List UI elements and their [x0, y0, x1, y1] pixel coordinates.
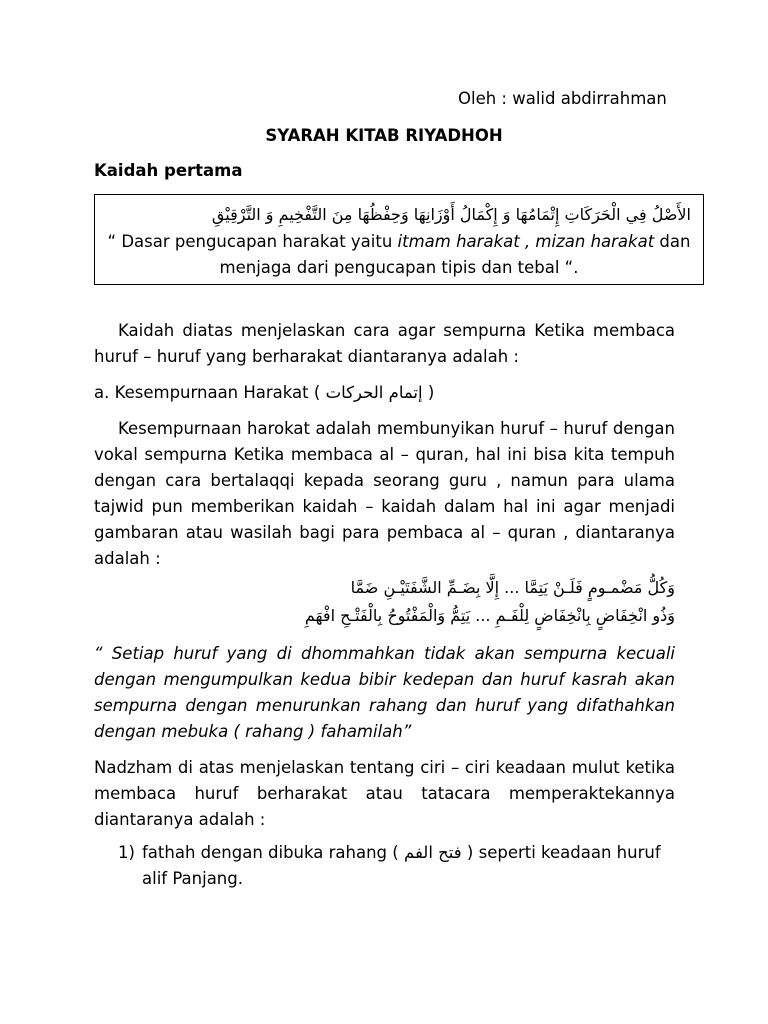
rule-translation-suffix: dan menjaga dari pengucapan tipis dan tebal “. — [219, 232, 691, 277]
list-item-number: 1) — [118, 843, 135, 862]
document-title: SYARAH KITAB RIYADHOH — [265, 126, 503, 145]
rule-box — [94, 194, 704, 285]
rule-translation-italic: itmam harakat , mizan harakat — [397, 232, 655, 251]
poem-line: وَذُو انْخِفَاضٍ بِانْخِفَاضٍ لِلْفَـمِ ... يَتِمُّ وَالْمَفْتُوحُ بِالْفَتْـحِ افْهَمِ — [304, 606, 675, 625]
paragraph-harakat: Kesempurnaan harokat adalah membunyikan huruf – huruf dengan vokal sempurna Ketika membaca al – quran, hal ini bisa kita tempuh dengan cara bertalaqqi kepada seorang guru , namun para ulama tajwid pun memberikan kaidah – kaidah dalam hal ini agar menjadi gambaran atau wasilah bagi para pembaca al – quran , diantaranya adalah : — [94, 419, 675, 568]
item-a-heading: a. Kesempurnaan Harakat ( إتمام الحركات ) — [94, 383, 435, 402]
rule-arabic-text: الأَصْلُ فِي الْحَرَكَاتِ إِتْمَامُهَا وَ إِكْمَالُ أَوْزَانِهَا وَحِفْظُهَا مِنَ التَّفْخِيمِ وَ التَّرْقِيْقِ — [211, 205, 691, 224]
rule-translation — [101, 229, 697, 281]
author-line: Oleh : walid abdirrahman — [458, 89, 667, 108]
paragraph-nadzham-explanation: Nadzham di atas menjelaskan tentang ciri – ciri keadaan mulut ketika membaca huruf berharakat atau tatacara memperaktekannya diantaranya adalah : — [94, 758, 675, 829]
paragraph-intro: Kaidah diatas menjelaskan cara agar sempurna Ketika membaca huruf – huruf yang berharakat diantaranya adalah : — [94, 321, 675, 366]
list-item-text: fathah dengan dibuka rahang ( فتح الفم ) seperti keadaan huruf alif Panjang. — [142, 843, 661, 888]
nadzham-poem — [94, 574, 675, 630]
poem-translation-quote: “ Setiap huruf yang di dhommahkan tidak akan sempurna kecuali dengan mengumpulkan kedua bibir kedepan dan huruf kasrah akan sempurna dengan menurunkan rahang dan huruf yang difathahkan dengan mebuka ( rahang ) fahamilah” — [94, 644, 675, 741]
poem-line: وَكُلُّ مَضْمـومٍ فَلَـنْ يَتِمَّا ... إِلَّا بِضَـمِّ الشَّفَتَيْـنِ ضَمَّا — [350, 578, 675, 597]
section-heading: Kaidah pertama — [94, 161, 243, 180]
rule-translation-prefix: “ Dasar pengucapan harakat yaitu — [107, 232, 398, 251]
